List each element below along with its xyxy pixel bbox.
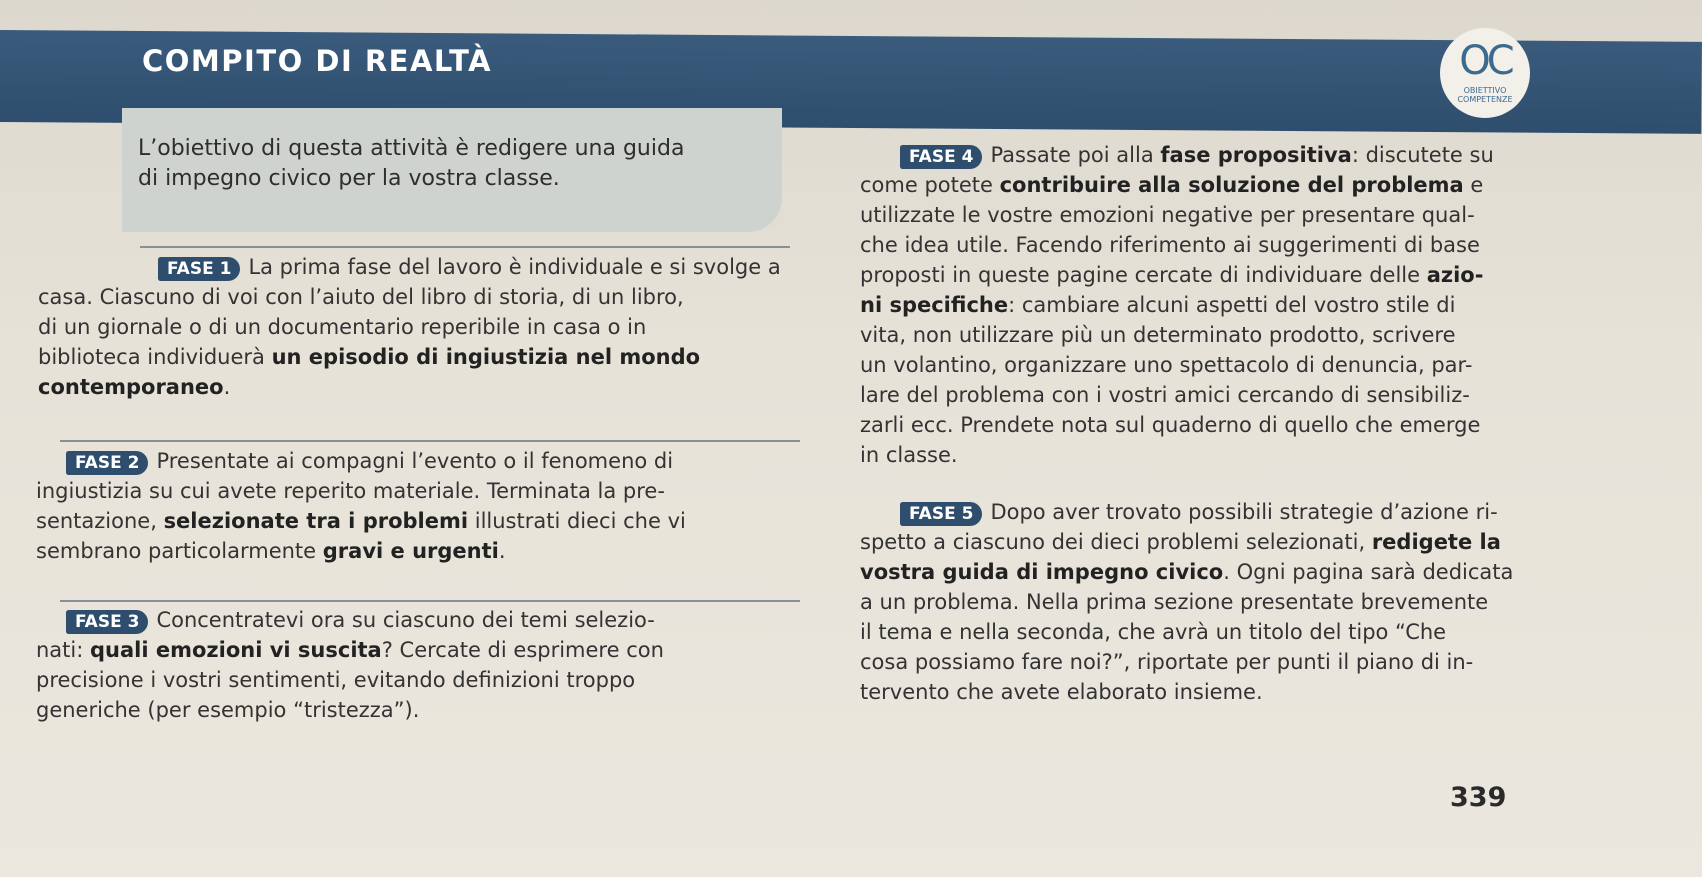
fase5-paragraph: FASE 5 Dopo aver trovato possibili strategie d’azione ri- spetto a ciascuno dei dieci problemi selezionati, redigete la vostra guida di impegno civico. Ogni pagina sarà dedicata a un problema. Nella prima sezione presentate brevemente il tema e nella seconda, che avrà un titolo del tipo “Che cosa possiamo fare noi?”, riportate per punti il piano di in- tervento che avete elaborato insieme. [860,500,1514,704]
competence-badge [1440,28,1530,118]
fase3-rule [60,600,800,602]
badge-label: OBIETTIVO COMPETENZE [1457,86,1513,104]
fase4-tag: FASE 4 [900,145,982,169]
fase5-tag: FASE 5 [900,502,982,526]
badge-code: OC [1459,38,1511,84]
objective-box [122,108,782,232]
page-title: COMPITO DI REALTÀ [142,44,493,78]
page-number: 339 [1450,782,1507,813]
fase2-tag: FASE 2 [66,451,148,475]
fase4-paragraph: FASE 4 Passate poi alla fase propositiva: discutete su come potete contribuire alla soluzione del problema e utilizzate le vostre emozioni negative per presentare qual- che idea utile. Facendo riferimento ai suggerimenti di base proposti in queste pagine cercate di individuare delle azio- ni specifiche: cambiare alcuni aspetti del vostro stile di vita, non utilizzare più un determinato prodotto, scrivere un volantino, organizzare uno spettacolo di denuncia, par- lare del problema con i vostri amici cercando di sensibiliz- zarli ecc. Prendete nota sul quaderno di quello che emerge in classe. [860,143,1494,467]
fase2-rule [60,440,800,442]
fase3-paragraph: FASE 3 Concentratevi ora su ciascuno dei temi selezio- nati: quali emozioni vi suscita? Cercate di esprimere con precisione i vostri sentimenti, evitando definizioni troppo generiche (per esempio “tristezza”). [36,608,664,722]
fase3-tag: FASE 3 [66,610,148,634]
fase1-rule [140,246,790,248]
fase1-paragraph: FASE 1 La prima fase del lavoro è individuale e si svolge a casa. Ciascuno di voi con l’aiuto del libro di storia, di un libro, di un giornale o di un documentario reperibile in casa o in biblioteca individuerà un episodio di ingiustizia nel mondo contemporaneo. [38,255,781,399]
fase2-paragraph: FASE 2 Presentate ai compagni l’evento o il fenomeno di ingiustizia su cui avete reperito materiale. Terminata la pre- sentazione, selezionate tra i problemi illustrati dieci che vi sembrano particolarmente gravi e urgenti. [36,449,686,563]
objective-text: L’obiettivo di questa attività è redigere una guida di impegno civico per la vostra classe. [138,136,685,191]
fase1-tag: FASE 1 [158,257,240,281]
